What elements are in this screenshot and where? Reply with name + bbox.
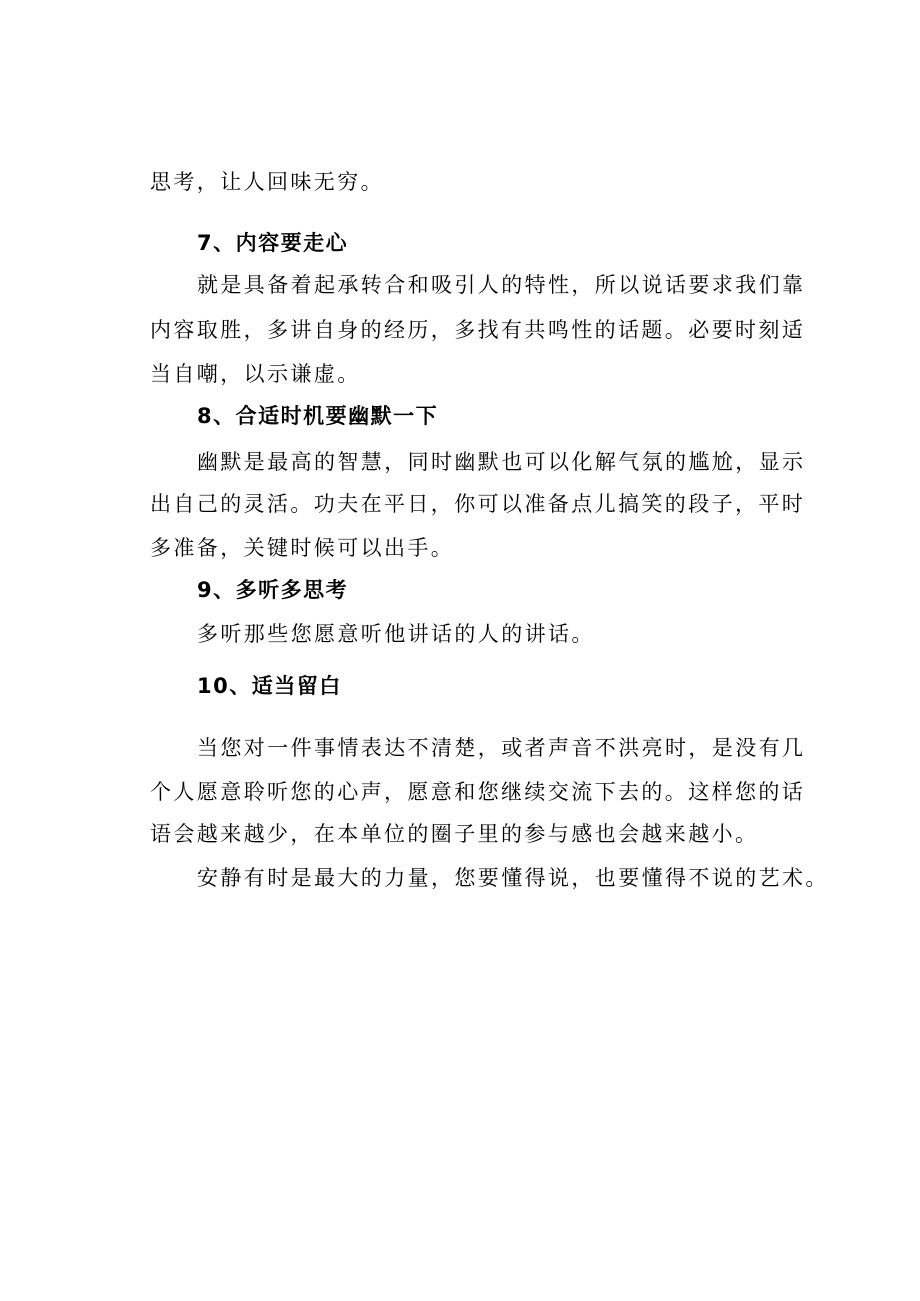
paragraph-line: 安静有时是最大的力量，您要懂得说，也要懂得不说的艺术。: [197, 866, 829, 890]
paragraph-line: 内容取胜，多讲自身的经历，多找有共鸣性的话题。必要时刻适: [150, 318, 806, 342]
section-heading-7: 7、内容要走心: [197, 231, 349, 255]
paragraph-line: 幽默是最高的智慧，同时幽默也可以化解气氛的尴尬，显示: [197, 450, 806, 474]
paragraph-line: 当您对一件事情表达不清楚，或者声音不洪亮时，是没有几: [197, 736, 806, 760]
section-heading-9: 9、多听多思考: [197, 578, 349, 602]
section-heading-10: 10、适当留白: [197, 674, 342, 698]
paragraph-line: 出自己的灵活。功夫在平日，你可以准备点儿搞笑的段子，平时: [150, 492, 806, 516]
paragraph-line: 思考，让人回味无穷。: [150, 170, 384, 194]
paragraph-line: 个人愿意聆听您的心声，愿意和您继续交流下去的。这样您的话: [150, 780, 806, 804]
section-heading-8: 8、合适时机要幽默一下: [197, 404, 439, 428]
paragraph-line: 当自嘲，以示谦虚。: [150, 362, 361, 386]
paragraph-line: 语会越来越少，在本单位的圈子里的参与感也会越来越小。: [150, 822, 759, 846]
paragraph-line: 多听那些您愿意听他讲话的人的讲话。: [197, 622, 595, 646]
paragraph-line: 就是具备着起承转合和吸引人的特性，所以说话要求我们靠: [197, 273, 806, 297]
paragraph-line: 多准备，关键时候可以出手。: [150, 536, 455, 560]
